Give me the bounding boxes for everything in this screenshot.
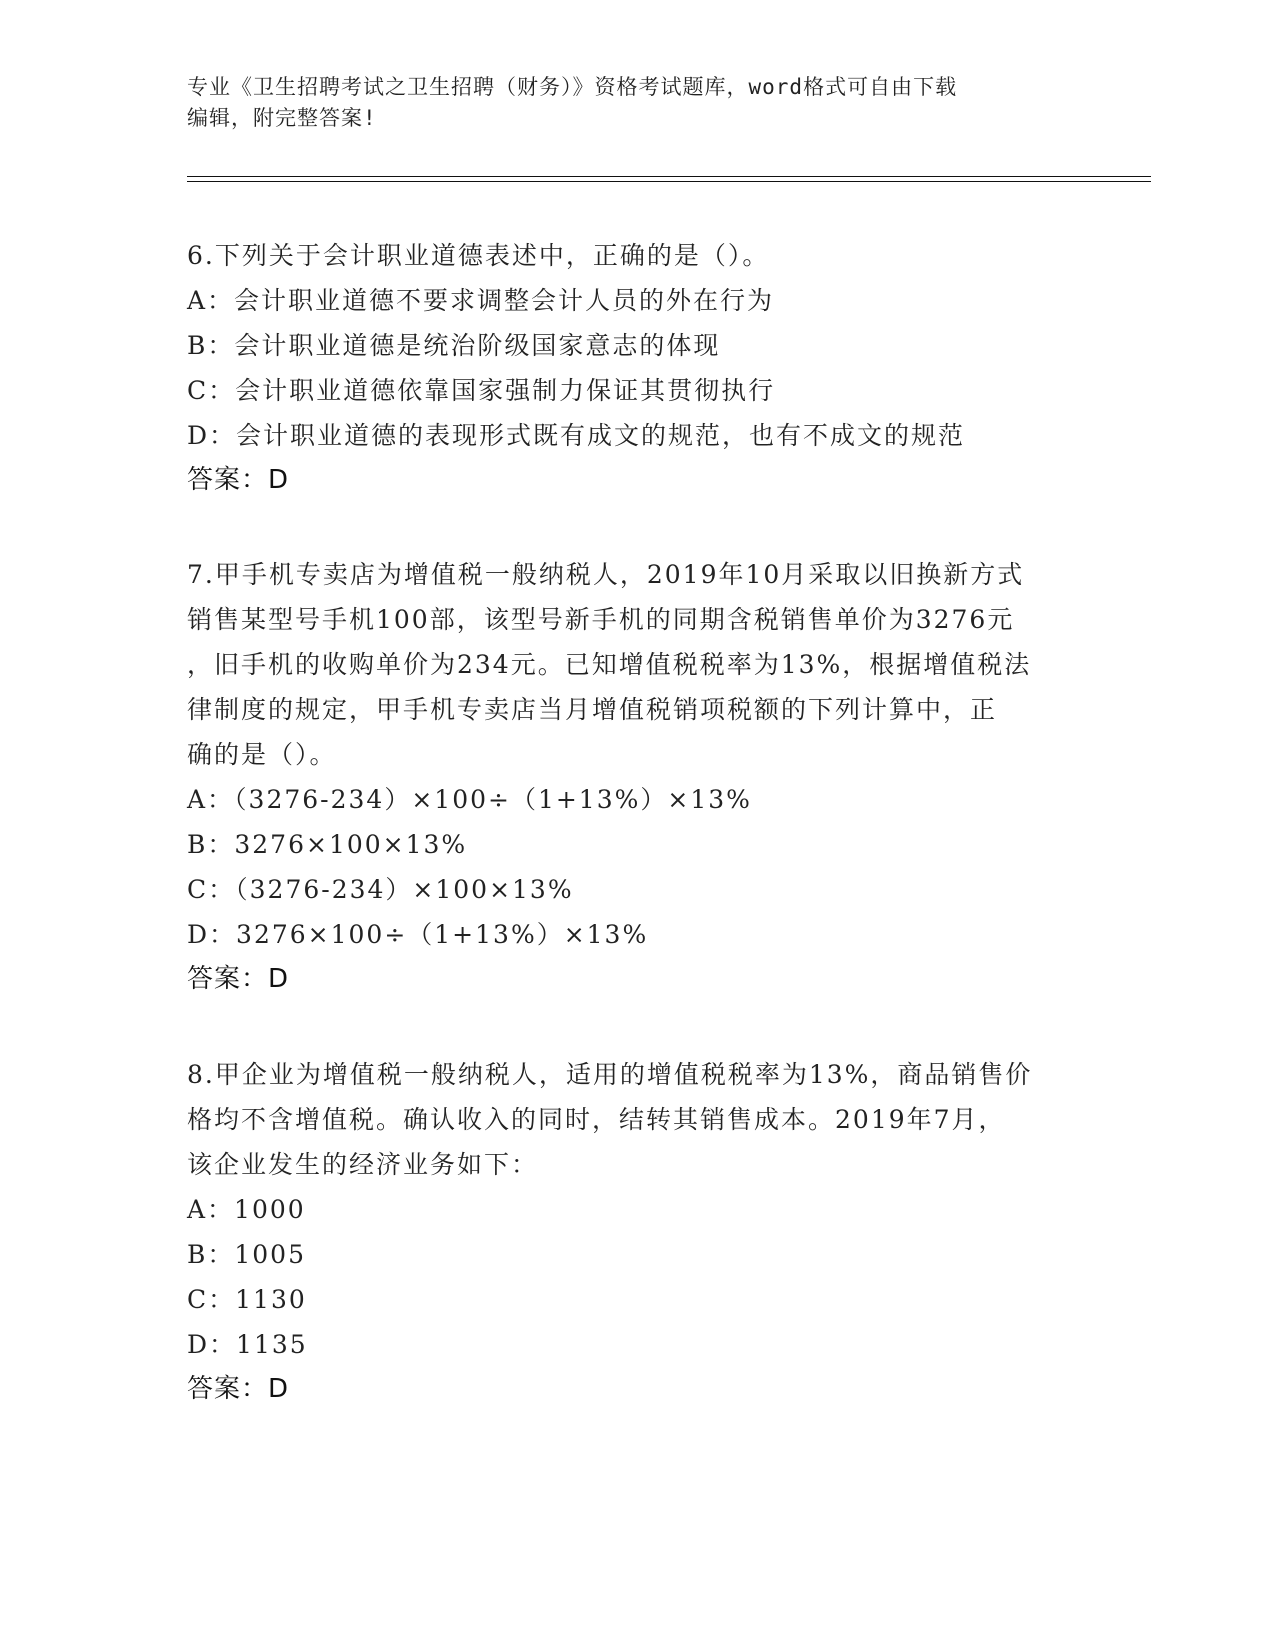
option-d: D：3276×100÷（1+13%）×13% <box>187 920 649 949</box>
question-stem-line-1: 7.甲手机专卖店为增值税一般纳税人，2019年10月采取以旧换新方式 <box>187 560 1025 589</box>
question-stem-line-4: 律制度的规定，甲手机专卖店当月增值税销项税额的下列计算中，正 <box>187 695 998 724</box>
option-d: D：1135 <box>187 1330 308 1359</box>
header-divider-bottom <box>187 181 1151 182</box>
option-d: D：会计职业道德的表现形式既有成文的规范，也有不成文的规范 <box>187 421 966 450</box>
option-a: A：会计职业道德不要求调整会计人员的外在行为 <box>187 286 775 315</box>
question-stem-line-5: 确的是（）。 <box>187 740 337 769</box>
header-line-1: 专业《卫生招聘考试之卫生招聘（财务）》资格考试题库，word格式可自由下载 <box>187 75 958 99</box>
question-8 <box>187 1052 1077 1412</box>
header-line-2: 编辑，附完整答案! <box>187 106 377 130</box>
question-stem-line-3: 该企业发生的经济业务如下： <box>187 1150 539 1179</box>
answer-line: 答案：D <box>187 1374 290 1404</box>
question-stem-line-1: 8.甲企业为增值税一般纳税人，适用的增值税税率为13%，商品销售价 <box>187 1060 1033 1089</box>
question-stem-line-3: ，旧手机的收购单价为234元。已知增值税税率为13%，根据增值税法 <box>187 650 1032 679</box>
question-stem-line-2: 格均不含增值税。确认收入的同时，结转其销售成本。2019年7月， <box>187 1105 1006 1134</box>
question-7 <box>187 552 1077 1002</box>
answer-line: 答案：D <box>187 964 290 994</box>
option-b: B：3276×100×13% <box>187 830 468 859</box>
question-stem: 6.下列关于会计职业道德表述中，正确的是（）。 <box>187 241 770 270</box>
option-b: B：1005 <box>187 1240 306 1269</box>
option-a: A：（3276-234）×100÷（1+13%）×13% <box>187 785 752 814</box>
answer-line: 答案：D <box>187 465 290 495</box>
option-c: C：（3276-234）×100×13% <box>187 875 574 904</box>
document-header <box>187 72 1067 134</box>
question-stem-line-2: 销售某型号手机100部，该型号新手机的同期含税销售单价为3276元 <box>187 605 1015 634</box>
header-divider-top <box>187 176 1151 177</box>
option-a: A：1000 <box>187 1195 306 1224</box>
option-c: C：1130 <box>187 1285 307 1314</box>
question-6 <box>187 233 1077 503</box>
option-b: B：会计职业道德是统治阶级国家意志的体现 <box>187 331 721 360</box>
option-c: C：会计职业道德依靠国家强制力保证其贯彻执行 <box>187 376 776 405</box>
